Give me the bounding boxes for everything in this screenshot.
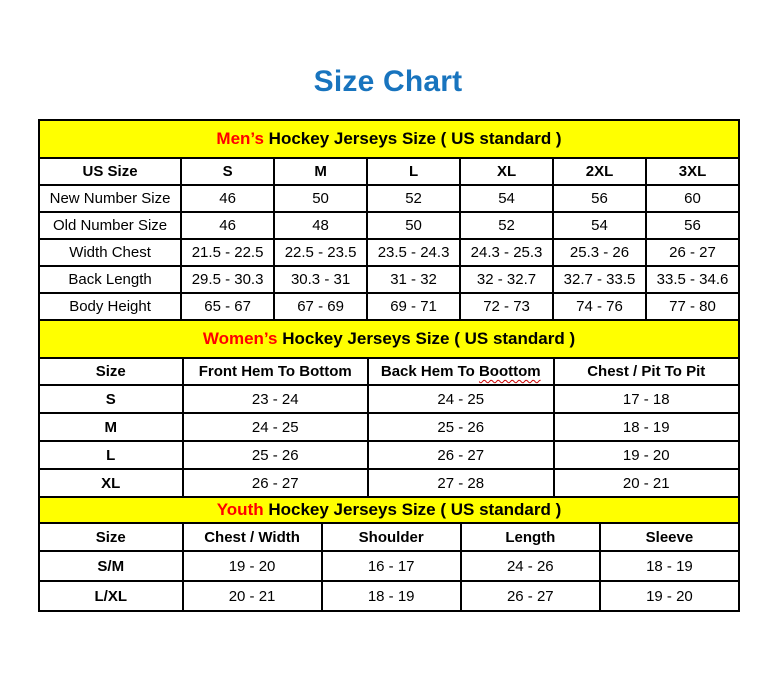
youth-size-table xyxy=(38,522,740,612)
size-value-cell: 25 - 26 xyxy=(368,413,554,441)
size-value-cell: 23.5 - 24.3 xyxy=(367,239,460,266)
table-row xyxy=(39,385,739,413)
row-label: Old Number Size xyxy=(39,212,181,239)
size-value-cell: 26 - 27 xyxy=(461,581,600,611)
size-value-cell: 32 - 32.7 xyxy=(460,266,553,293)
size-value-cell: 19 - 20 xyxy=(183,551,322,581)
size-value-cell: 24 - 26 xyxy=(461,551,600,581)
table-row xyxy=(39,185,739,212)
size-value-cell: 56 xyxy=(646,212,739,239)
size-chart-tables xyxy=(38,119,740,612)
row-label: L xyxy=(39,441,183,469)
size-value-cell: 24.3 - 25.3 xyxy=(460,239,553,266)
size-value-cell: 46 xyxy=(181,185,274,212)
size-value-cell: 29.5 - 30.3 xyxy=(181,266,274,293)
size-value-cell: 23 - 24 xyxy=(183,385,369,413)
size-value-cell: 19 - 20 xyxy=(554,441,740,469)
size-value-cell: 27 - 28 xyxy=(368,469,554,497)
column-header: Size xyxy=(39,358,183,385)
table-row xyxy=(39,581,739,611)
row-label: S/M xyxy=(39,551,183,581)
size-value-cell: 18 - 19 xyxy=(322,581,461,611)
row-label: Back Length xyxy=(39,266,181,293)
size-value-cell: 46 xyxy=(181,212,274,239)
banner-highlight-youth: Youth xyxy=(216,500,264,519)
size-value-cell: 33.5 - 34.6 xyxy=(646,266,739,293)
size-value-cell: 16 - 17 xyxy=(322,551,461,581)
header-row xyxy=(39,523,739,551)
size-value-cell: 54 xyxy=(460,185,553,212)
size-value-cell: 50 xyxy=(367,212,460,239)
mens-size-section xyxy=(38,119,740,321)
size-value-cell: 24 - 25 xyxy=(183,413,369,441)
size-value-cell: 72 - 73 xyxy=(460,293,553,320)
size-value-cell: 50 xyxy=(274,185,367,212)
size-value-cell: 26 - 27 xyxy=(183,469,369,497)
column-header: Size xyxy=(39,523,183,551)
table-row xyxy=(39,441,739,469)
misspelled-word-squiggle: Boottom xyxy=(478,363,541,380)
size-value-cell: 74 - 76 xyxy=(553,293,646,320)
column-header: S xyxy=(181,158,274,185)
size-value-cell: 31 - 32 xyxy=(367,266,460,293)
column-header: XL xyxy=(460,158,553,185)
table-row xyxy=(39,469,739,497)
column-header xyxy=(368,358,554,385)
size-value-cell: 69 - 71 xyxy=(367,293,460,320)
size-value-cell: 18 - 19 xyxy=(554,413,740,441)
column-header: 2XL xyxy=(553,158,646,185)
size-value-cell: 19 - 20 xyxy=(600,581,739,611)
table-row xyxy=(39,551,739,581)
size-value-cell: 67 - 69 xyxy=(274,293,367,320)
row-label: New Number Size xyxy=(39,185,181,212)
column-header: 3XL xyxy=(646,158,739,185)
banner-highlight-mens: Men’s xyxy=(216,129,264,148)
table-row xyxy=(39,212,739,239)
column-header-text: Back Hem To xyxy=(380,363,479,380)
column-header: Sleeve xyxy=(600,523,739,551)
youth-size-section xyxy=(38,496,740,612)
column-header: M xyxy=(274,158,367,185)
size-value-cell: 56 xyxy=(553,185,646,212)
size-value-cell: 52 xyxy=(460,212,553,239)
womens-banner xyxy=(38,319,740,359)
column-header: US Size xyxy=(39,158,181,185)
row-label: XL xyxy=(39,469,183,497)
size-value-cell: 18 - 19 xyxy=(600,551,739,581)
size-value-cell: 48 xyxy=(274,212,367,239)
column-header: Shoulder xyxy=(322,523,461,551)
size-value-cell: 77 - 80 xyxy=(646,293,739,320)
womens-size-table xyxy=(38,357,740,498)
size-value-cell: 26 - 27 xyxy=(368,441,554,469)
page-title: Size Chart xyxy=(313,65,463,98)
size-value-cell: 32.7 - 33.5 xyxy=(553,266,646,293)
womens-size-section xyxy=(38,319,740,498)
youth-banner xyxy=(38,496,740,524)
row-label: L/XL xyxy=(39,581,183,611)
size-value-cell: 17 - 18 xyxy=(554,385,740,413)
size-value-cell: 52 xyxy=(367,185,460,212)
mens-banner xyxy=(38,119,740,159)
size-value-cell: 54 xyxy=(553,212,646,239)
size-value-cell: 20 - 21 xyxy=(183,581,322,611)
size-value-cell: 21.5 - 22.5 xyxy=(181,239,274,266)
size-value-cell: 22.5 - 23.5 xyxy=(274,239,367,266)
table-row xyxy=(39,239,739,266)
size-value-cell: 20 - 21 xyxy=(554,469,740,497)
column-header: Chest / Pit To Pit xyxy=(554,358,740,385)
banner-title-youth: Hockey Jerseys Size ( US standard ) xyxy=(263,500,562,519)
table-row xyxy=(39,413,739,441)
size-value-cell: 30.3 - 31 xyxy=(274,266,367,293)
banner-title-mens: Hockey Jerseys Size ( US standard ) xyxy=(263,129,562,148)
row-label: S xyxy=(39,385,183,413)
size-value-cell: 24 - 25 xyxy=(368,385,554,413)
banner-highlight-womens: Women’s xyxy=(202,329,278,348)
column-header: L xyxy=(367,158,460,185)
header-row xyxy=(39,358,739,385)
size-value-cell: 65 - 67 xyxy=(181,293,274,320)
mens-size-table xyxy=(38,157,740,321)
size-value-cell: 25 - 26 xyxy=(183,441,369,469)
header-row xyxy=(39,158,739,185)
banner-title-womens: Hockey Jerseys Size ( US standard ) xyxy=(277,329,576,348)
size-value-cell: 26 - 27 xyxy=(646,239,739,266)
row-label: Body Height xyxy=(39,293,181,320)
column-header: Length xyxy=(461,523,600,551)
row-label: Width Chest xyxy=(39,239,181,266)
column-header: Chest / Width xyxy=(183,523,322,551)
column-header: Front Hem To Bottom xyxy=(183,358,369,385)
row-label: M xyxy=(39,413,183,441)
size-value-cell: 60 xyxy=(646,185,739,212)
size-value-cell: 25.3 - 26 xyxy=(553,239,646,266)
table-row xyxy=(39,266,739,293)
table-row xyxy=(39,293,739,320)
